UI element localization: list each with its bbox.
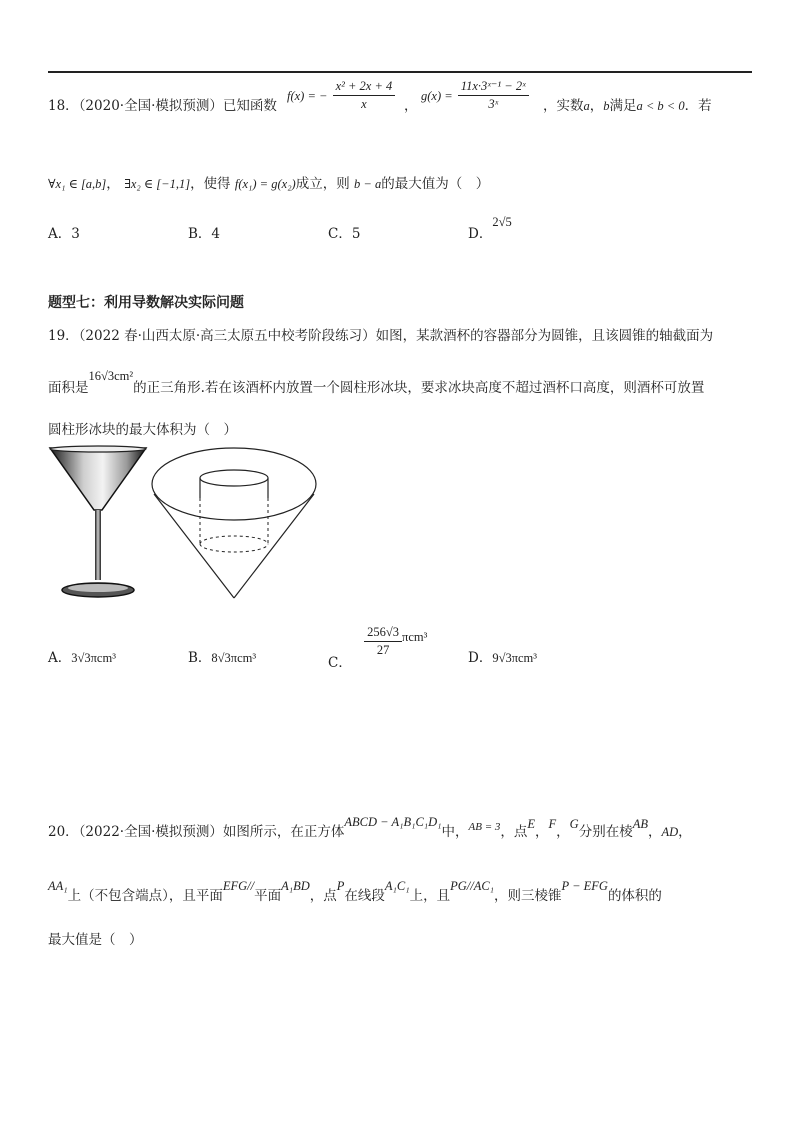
q19-option-c[interactable]: C． $\frac{256√3}{27}$ πcm³	[328, 625, 428, 671]
q19-option-a[interactable]: A．3√3πcm³	[48, 650, 116, 666]
q18-g-def	[421, 78, 529, 113]
q19-option-d[interactable]: D．9√3πcm³	[468, 650, 538, 666]
q20-line3: 最大值是（ ）	[48, 932, 143, 948]
q19-number: 19．	[48, 328, 79, 344]
q19-source: （2022 春·山西太原·高三太原五中校考阶段练习）	[78, 328, 376, 344]
q20-line1: 20．（2022·全国·模拟预测）如图所示，在正方体ABCD − A₁B₁C₁D₁中，$^{AB = 3}$，点E，F，G分别在棱AB，AD，	[48, 815, 692, 840]
q20-point-g: G	[569, 817, 579, 831]
q18-f-denominator: x	[361, 97, 367, 111]
q18-source: （2020·全国·模拟预测）	[78, 98, 223, 114]
q18-text-c: 满足	[609, 98, 637, 114]
q20-segment: A₁C₁	[384, 879, 410, 893]
q18-option-a[interactable]: A．3	[48, 226, 80, 242]
martini-glass-photo	[48, 444, 148, 604]
q19-area: 16√3cm²	[88, 369, 134, 383]
cone-cylinder-diagram	[150, 446, 318, 602]
q18-forall: ∀x₁ ∈ [a,b]	[48, 177, 107, 191]
q19-option-b[interactable]: B．8√3πcm³	[188, 650, 257, 666]
q20-pyramid: P − EFG	[561, 879, 608, 893]
q20-text-3: ，点	[500, 824, 528, 840]
q18-exists: ∃x₂ ∈ [−1,1]	[124, 177, 191, 191]
q18-condition: a < b < 0	[636, 99, 685, 113]
q18-g-denominator: 3ˣ	[488, 97, 499, 111]
q20-number: 20．	[48, 824, 79, 840]
top-rule	[48, 71, 752, 73]
q19-text-2: 的正三角形.若在该酒杯内放置一个圆柱形冰块，要求冰块高度不超过酒杯口高度，则酒杯可放置	[133, 380, 705, 396]
q20-parallel: PG//AC₁	[450, 879, 495, 893]
q18-f-numerator: x² + 2x + 4	[333, 78, 396, 96]
q18-number: 18．	[48, 98, 79, 114]
q20-point-e: E	[527, 817, 536, 831]
q18-f-lhs: f(x) = −	[287, 89, 328, 103]
q18-text-2: 成立，则	[295, 176, 350, 192]
q19-line3: 圆柱形冰块的最大体积为（ ）	[48, 422, 237, 438]
q18-g-lhs: g(x) =	[421, 89, 453, 103]
q20-aa1: AA₁	[48, 879, 68, 893]
q18-line1	[48, 94, 277, 114]
q19-text-1: 如图，某款酒杯的容器部分为圆锥，且该圆锥的轴截面为	[375, 328, 714, 344]
q20-edge-ad: AD	[661, 825, 679, 839]
q18-text-d: ．若	[684, 98, 712, 114]
q20-ab: AB = 3	[468, 821, 501, 833]
q18-text-b: ，实数	[543, 98, 584, 114]
q19-line1	[48, 324, 713, 344]
q20-text-4: 分别在棱	[578, 824, 633, 840]
q18-equation: f(x₁) = g(x₂)	[234, 177, 296, 191]
q18-line2: ∀x₁ ∈ [a,b]， ∃x₂ ∈ [−1,1]，使得 f(x₁) = g(x₂)成立，则 b − a的最大值为（ ）	[48, 176, 490, 192]
q20-point-p: P	[336, 879, 345, 893]
q20-source: （2022·全国·模拟预测）	[78, 824, 223, 840]
q20-cube: ABCD − A₁B₁C₁D₁	[344, 815, 442, 829]
q18-text-3: 的最大值为（ ）	[381, 176, 490, 192]
q18-line1-tail: ，实数a，b满足a < b < 0．若	[543, 98, 712, 114]
q18-var-a: a	[583, 99, 590, 113]
section-heading: 题型七：利用导数解决实际问题	[48, 295, 244, 311]
q20-plane-efg: EFG//	[222, 879, 255, 893]
q18-f-def	[287, 78, 395, 113]
q18-text-1: ，使得	[190, 176, 231, 192]
q18-g-numerator: 11x·3ˣ⁻¹ − 2ˣ	[458, 78, 529, 96]
q18-option-c[interactable]: C．5	[328, 226, 361, 242]
q20-text-1: 如图所示，在正方体	[222, 824, 345, 840]
q19-prefix: 面积是	[48, 380, 89, 396]
q19-line2	[48, 369, 705, 396]
q18-text: 已知函数	[222, 98, 277, 114]
q20-plane-a1bd: A₁BD	[281, 879, 310, 893]
q18-option-d[interactable]: D．2√5	[468, 215, 512, 242]
q20-line2: AA₁上（不包含端点），且平面EFG//平面A₁BD，点P在线段A₁C₁上，且PG//AC₁，则三棱锥P − EFG的体积的	[48, 879, 662, 904]
q18-var-b: b	[603, 99, 610, 113]
q18-option-b[interactable]: B．4	[188, 226, 221, 242]
q20-point-f: F	[548, 817, 557, 831]
q18-expr: b − a	[354, 177, 382, 191]
q20-edge-ab: AB	[632, 817, 648, 831]
q20-text-2: 中，	[441, 824, 469, 840]
